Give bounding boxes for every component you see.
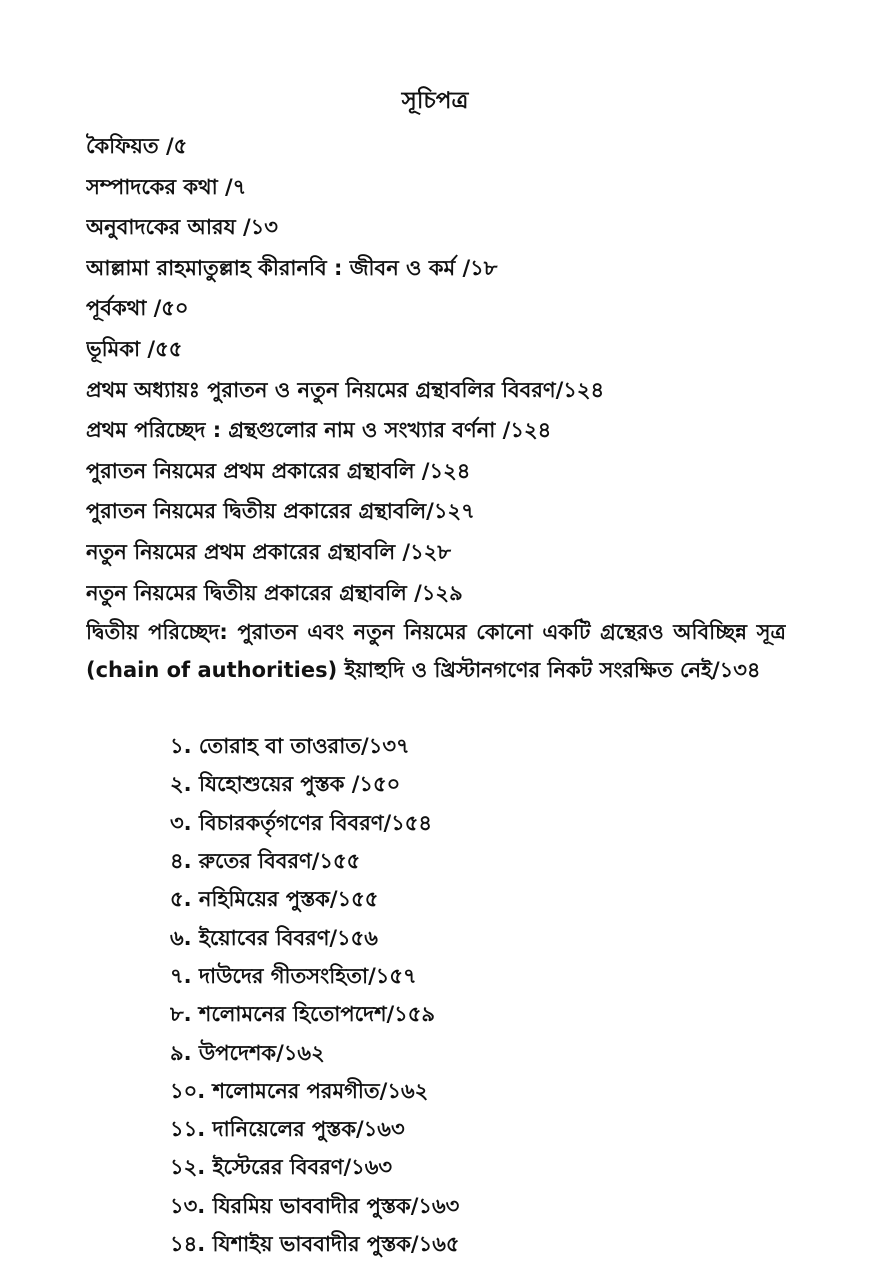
toc-subitem: ১০. শলোমনের পরমগীত/১৬২ <box>170 1078 429 1103</box>
toc-entry-preface: কৈফিয়ত /৫ <box>86 134 188 158</box>
toc-subitem: ৪. রুতের বিবরণ/১৫৫ <box>170 849 361 874</box>
toc-entry-editor-note: সম্পাদকের কথা /৭ <box>86 174 247 199</box>
toc-entry-new-testament-type-1: নতুন নিয়মের প্রথম প্রকারের গ্রন্থাবলি /১২৮ <box>86 539 452 564</box>
toc-subitem: ১৩. যিরমিয় ভাববাদীর পুস্তক/১৬৩ <box>170 1193 460 1218</box>
toc-subitem: ১. তোরাহ বা তাওরাত/১৩৭ <box>170 734 410 759</box>
chapter-1-label: প্রথম অধ্যায়ঃ <box>86 377 200 402</box>
toc-entry-chapter-1 <box>86 370 786 411</box>
toc-entry-old-testament-type-2: পুরাতন নিয়মের দ্বিতীয় প্রকারের গ্রন্থাবলি/১২৭ <box>86 499 475 524</box>
toc-subitem: ৬. ইয়োবের বিবরণ/১৫৬ <box>170 925 378 950</box>
toc-subitem: ১২. ইস্টেরের বিবরণ/১৬৩ <box>170 1155 393 1180</box>
toc-subitem: ২. যিহোশুয়ের পুস্তক /১৫০ <box>170 772 401 797</box>
toc-sublist-container <box>86 727 786 1263</box>
toc-entry-introduction: ভূমিকা /৫৫ <box>86 336 183 361</box>
toc-subitem: ৯. উপদেশক/১৬২ <box>170 1040 325 1065</box>
toc-entry-section-2: দ্বিতীয় পরিচ্ছেদ: পুরাতন এবং নতুন নিয়মের কোনো একটি গ্রন্থেরও অবিচ্ছিন্ন সূত্র (chain of authorities) ইয়াহুদি ও খ্রিস্টানগণের নিকট সংরক্ষিত নেই/১৩৪ <box>86 620 786 683</box>
toc-entry-translator-note: অনুবাদকের আরয /১৩ <box>86 215 278 240</box>
toc-subitem: ৭. দাউদের গীতসংহিতা/১৫৭ <box>170 963 417 988</box>
toc-subitem: ১৪. যিশাইয় ভাববাদীর পুস্তক/১৬৫ <box>170 1231 460 1256</box>
chapter-1-title: পুরাতন ও নতুন নিয়মের গ্রন্থাবলির বিবরণ/১২৪ <box>199 377 605 402</box>
toc-entry-prologue: পূর্বকথা /৫০ <box>86 296 189 321</box>
toc-entry-new-testament-type-2: নতুন নিয়মের দ্বিতীয় প্রকারের গ্রন্থাবলি /১২৯ <box>86 580 463 605</box>
page-title: সূচিপত্র <box>401 88 469 114</box>
toc-subitem: ১১. দানিয়েলের পুস্তক/১৬৩ <box>170 1117 405 1142</box>
toc-subitem: ৮. শলোমনের হিতোপদেশ/১৫৯ <box>170 1002 436 1027</box>
toc-sublist <box>86 727 786 1263</box>
toc-entry-section-1: প্রথম পরিচ্ছেদ : গ্রন্থগুলোর নাম ও সংখ্যার বর্ণনা /১২৪ <box>86 418 552 443</box>
table-of-contents <box>86 126 786 1263</box>
toc-subitem: ৫. নহিমিয়ের পুস্তক/১৫৫ <box>170 887 379 912</box>
toc-entry-old-testament-type-1: পুরাতন নিয়মের প্রথম প্রকারের গ্রন্থাবলি /১২৪ <box>86 458 471 483</box>
toc-subitem: ৩. বিচারকর্তৃগণের বিবরণ/১৫৪ <box>170 810 433 835</box>
toc-entry-author-biography: আল্লামা রাহমাতুল্লাহ কীরানবি : জীবন ও কর্ম /১৮ <box>86 255 498 280</box>
